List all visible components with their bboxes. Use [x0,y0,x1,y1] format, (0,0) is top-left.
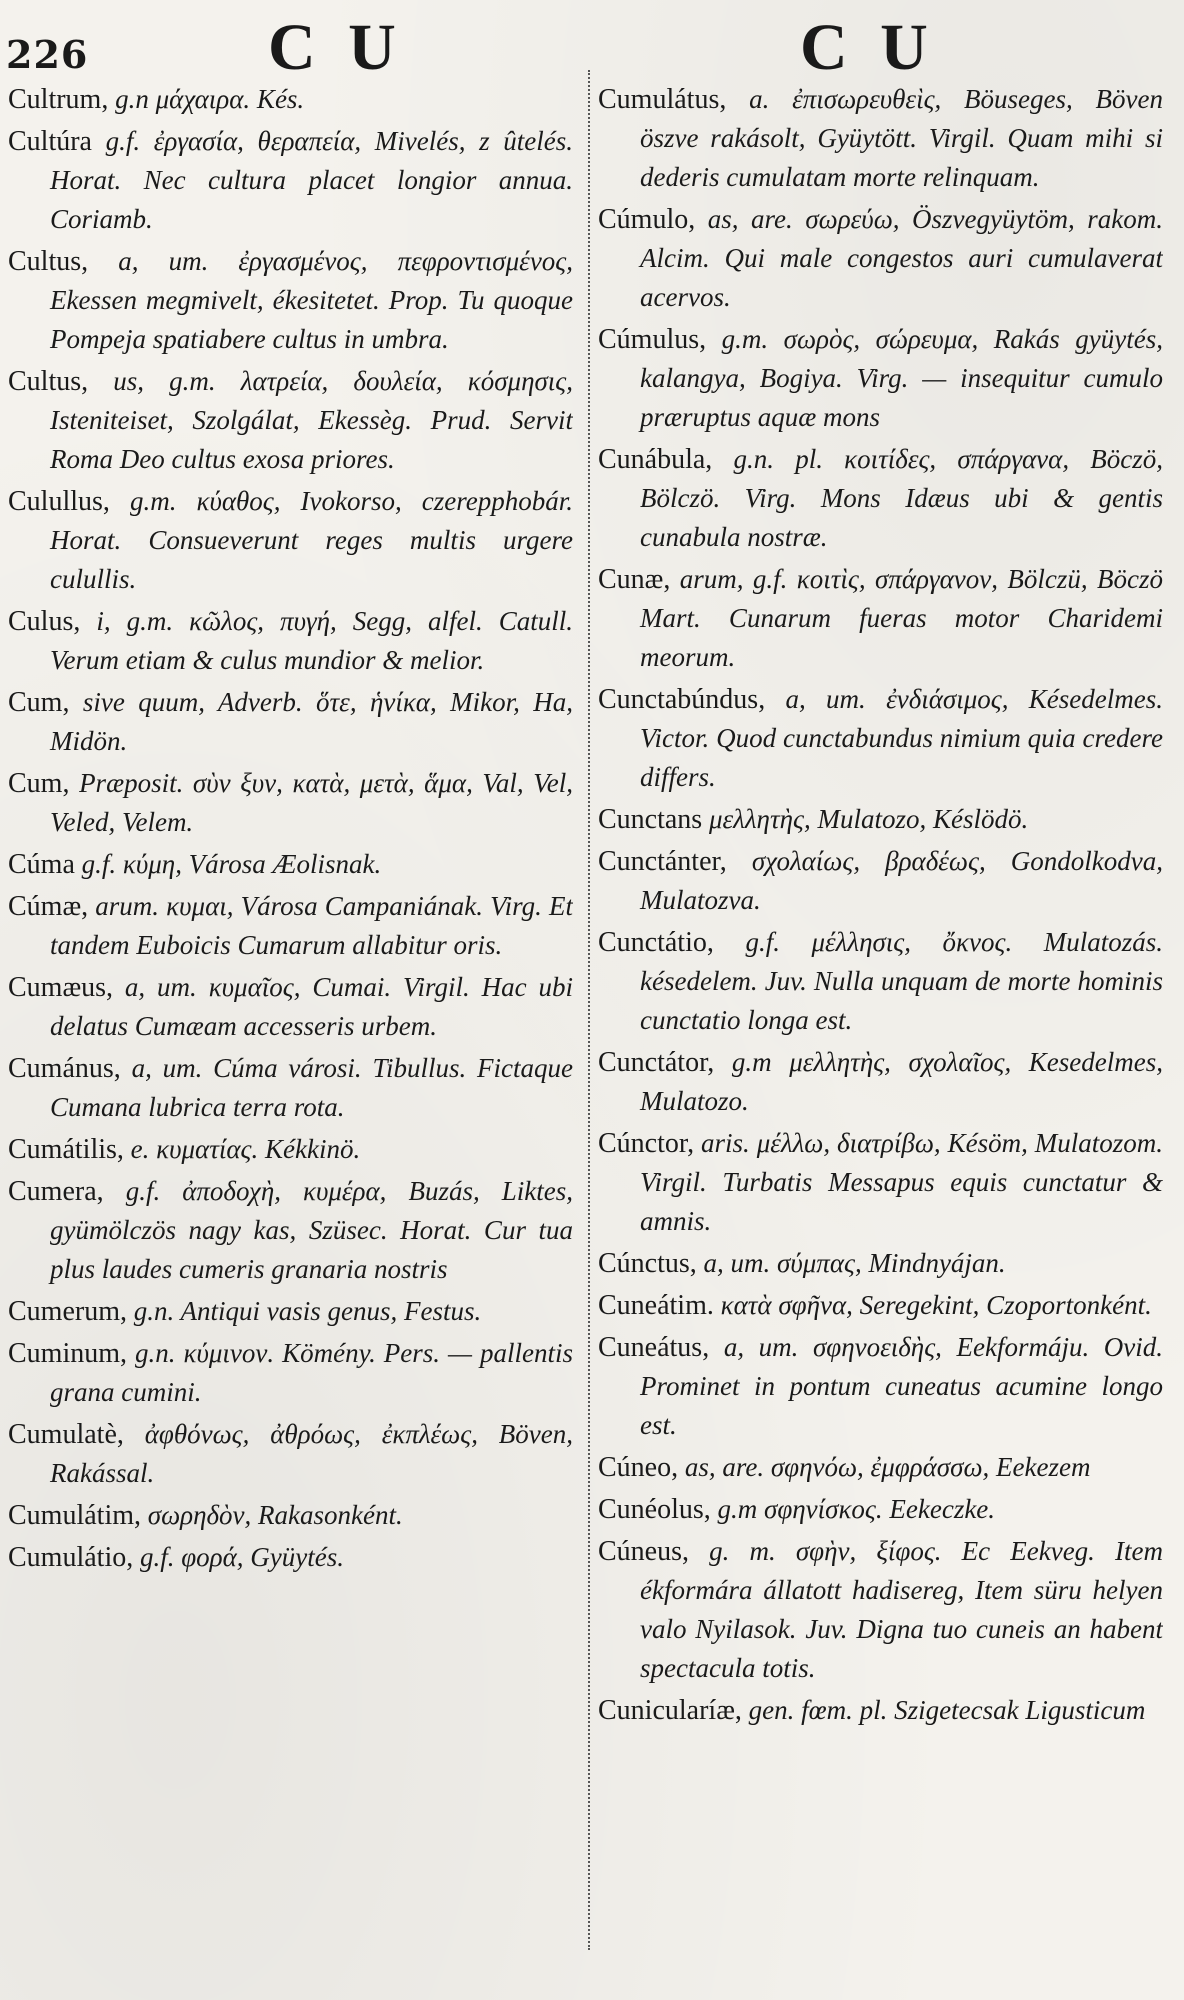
entry-headword: Cunctátor, [598,1047,715,1078]
entry-headword: Cumera, [8,1176,104,1207]
entry-headword: Cunicularíæ, [598,1695,742,1726]
dictionary-entry [8,845,573,884]
entry-definition: a, um. Cúma városi. Tibullus. Fictaque Cumana lubrica terra rota. [50,1053,573,1122]
dictionary-entry [8,602,573,680]
entry-headword: Cuminum, [8,1338,128,1369]
dictionary-entry [8,1415,573,1493]
entry-definition: a. ἐπισωρευθεὶς, Böuseges, Böven öszve rakásolt, Gyüytött. Virgil. Quam mihi si dederis cumulatam morte relinquam. [640,84,1163,192]
entry-definition: arum, g.f. κοιτὶς, σπάργανον, Bölczü, Böczö Mart. Cunarum fueras motor Charidemi meorum. [640,564,1163,672]
dictionary-entry [598,1328,1163,1445]
dictionary-entry [8,80,573,119]
column-divider [588,70,590,1950]
dictionary-entry [598,200,1163,317]
entry-headword: Cúma [8,849,75,880]
running-head-right: C U [800,11,936,84]
entry-definition: σχολαίως, βραδέως, Gondolkodva, Mulatozva. [640,846,1163,915]
entry-headword: Cum, [8,687,70,718]
entry-headword: Cultus, [8,366,89,397]
running-head-left: C U [268,11,404,84]
entry-headword: Cumulátio, [8,1542,134,1573]
entry-definition: a, um. σύμπας, Mindnyájan. [703,1248,1006,1278]
dictionary-entry [8,1292,573,1331]
entry-definition: arum. κυμαι, Városa Campaniának. Virg. Et tandem Euboicis Cumarum allabitur oris. [50,891,573,960]
dictionary-entry [598,1124,1163,1241]
entry-definition: g.n. Antiqui vasis genus, Festus. [133,1296,482,1326]
entry-definition: g.f. μέλλησις, ὄκνος. Mulatozás. késedelem. Juv. Nulla unquam de morte hominis cunctatio longa est. [640,927,1163,1035]
entry-headword: Cunábula, [598,444,713,475]
entry-headword: Cumulatè, [8,1419,124,1450]
entry-headword: Culus, [8,606,81,637]
entry-headword: Cúnctus, [598,1248,697,1279]
entry-definition: a, um. ἐνδιάσιμος, Késedelmes. Victor. Quod cunctabundus nimium quia credere differs. [640,684,1163,792]
dictionary-entry [8,1538,573,1577]
dictionary-entry [598,1532,1163,1688]
dictionary-entry [8,683,573,761]
dictionary-entry [8,242,573,359]
entry-definition: Præposit. σὺν ξυν, κατὰ, μετὰ, ἅμα, Val, Vel, Veled, Velem. [50,768,573,837]
dictionary-entry [8,1049,573,1127]
dictionary-entry [8,1172,573,1289]
entry-headword: Cúneus, [598,1536,689,1567]
entry-definition: g.m μελλητὴς, σχολαῖος, Kesedelmes, Mulatozo. [640,1047,1163,1116]
entry-definition: aris. μέλλω, διατρίβω, Késöm, Mulatozom. Virgil. Turbatis Messapus equis cunctatur & amnis. [640,1128,1163,1236]
entry-definition: i, g.m. κῶλος, πυγή, Segg, alfel. Catull. Verum etiam & culus mundior & melior. [50,606,573,675]
entry-definition: g.f. ἐργασία, θεραπεία, Mivelés, z ûtelés. Horat. Nec cultura placet longior annua. Coriamb. [50,126,573,234]
right-column [598,80,1163,1980]
entry-headword: Cunctátio, [598,927,714,958]
entry-definition: κατὰ σφῆνα, Seregekint, Czoportonként. [720,1290,1152,1320]
entry-definition: g.f. κύμη, Városa Æolisnak. [81,849,382,879]
entry-definition: g.f. φορά, Gyüytés. [139,1542,345,1572]
entry-headword: Cultúra [8,126,92,157]
entry-definition: a, um. κυμαῖος, Cumai. Virgil. Hac ubi delatus Cumæam accesseris urbem. [50,972,573,1041]
entry-definition: σωρηδὸν, Rakasonként. [147,1500,403,1530]
entry-definition: sive quum, Adverb. ὅτε, ἡνίκα, Mikor, Ha, Midön. [50,687,573,756]
entry-definition: g.m. σωρὸς, σώρευμα, Rakás gyüytés, kalangya, Bogiya. Virg. — insequitur cumulo præruptus aquæ mons [640,324,1163,432]
dictionary-entry [8,887,573,965]
entry-headword: Cultus, [8,246,89,277]
dictionary-entry [8,1334,573,1412]
entry-definition: gen. fœm. pl. Szigetecsak Ligusticum [748,1695,1146,1725]
dictionary-entry [8,362,573,479]
entry-headword: Cuneátim. [598,1290,714,1321]
dictionary-entry [598,80,1163,197]
entry-headword: Cunæ, [598,564,671,595]
dictionary-entry [598,1286,1163,1325]
entry-definition: g. m. σφὴν, ξίφος. Ec Eekveg. Item ékformára állatott hadisereg, Item süru helyen valo Nyilasok. Juv. Digna tuo cuneis an habent spectacula totis. [640,1536,1163,1683]
entry-headword: Cumerum, [8,1296,127,1327]
dictionary-entry [8,482,573,599]
dictionary-entry [8,122,573,239]
entry-definition: ἀφθόνως, ἀθρόως, ἐκπλέως, Böven, Rakással. [50,1419,573,1488]
entry-definition: g.n. pl. κοιτίδες, σπάργανα, Böczö, Bölczö. Virg. Mons Idæus ubi & gentis cunabula nostræ. [640,444,1163,552]
dictionary-entry [598,1244,1163,1283]
entry-headword: Cúmulo, [598,204,696,235]
dictionary-entry [8,1496,573,1535]
entry-headword: Cúmulus, [598,324,707,355]
dictionary-entry [598,842,1163,920]
dictionary-entry [598,923,1163,1040]
dictionary-entry [598,680,1163,797]
entry-headword: Culullus, [8,486,110,517]
dictionary-entry [8,1130,573,1169]
entry-headword: Cumæus, [8,972,114,1003]
left-column [8,80,573,1980]
entry-headword: Cunctánter, [598,846,727,877]
entry-definition: a, um. ἐργασμένος, πεφροντισμένος, Ekessen megmivelt, ékesitetet. Prop. Tu quoque Pompeja spatiabere cultus in umbra. [50,246,573,354]
entry-definition: a, um. σφηνοειδὴς, Eekformáju. Ovid. Prominet in pontum cuneatus acumine longo est. [640,1332,1163,1440]
entry-headword: Cunéolus, [598,1494,711,1525]
entry-headword: Cumátilis, [8,1134,124,1165]
entry-definition: e. κυματίας. Kékkinö. [130,1134,361,1164]
entry-definition: g.m. κύαθος, Ivokorso, czerepphobár. Horat. Consueverunt reges multis urgere culullis. [50,486,573,594]
dictionary-entry [598,320,1163,437]
entry-headword: Cúnctor, [598,1128,695,1159]
entry-definition: g.n. κύμινον. Kömény. Pers. — pallentis grana cumini. [50,1338,573,1407]
dictionary-entry [8,764,573,842]
dictionary-entry [598,1448,1163,1487]
entry-headword: Cúneo, [598,1452,679,1483]
dictionary-entry [598,1490,1163,1529]
entry-definition: as, are. σωρεύω, Öszvegyüytöm, rakom. Alcim. Qui male congestos auri cumulaverat acervos. [640,204,1163,312]
entry-headword: Cum, [8,768,70,799]
entry-headword: Cunctans [598,804,703,835]
dictionary-entry [8,968,573,1046]
entry-definition: us, g.m. λατρεία, δουλεία, κόσμησις, Isteniteiset, Szolgálat, Ekessèg. Prud. Servit Roma Deo cultus exosa priores. [50,366,573,474]
dictionary-entry [598,800,1163,839]
entry-headword: Cumánus, [8,1053,121,1084]
entry-headword: Cumulátus, [598,84,727,115]
entry-definition: μελλητὴς, Mulatozo, Késlödö. [708,804,1029,834]
entry-definition: g.f. ἀποδοχὴ, κυμέρα, Buzás, Liktes, gyümölczös nagy kas, Szüsec. Horat. Cur tua plus laudes cumeris granaria nostris [50,1176,573,1284]
dictionary-entry [598,1691,1163,1730]
entry-headword: Cultrum, [8,84,109,115]
dictionary-entry [598,560,1163,677]
entry-definition: g.m σφηνίσκος. Eekeczke. [717,1494,996,1524]
entry-headword: Cumulátim, [8,1500,141,1531]
entry-headword: Cunctabúndus, [598,684,766,715]
entry-definition: g.n μάχαιρα. Kés. [115,84,305,114]
entry-definition: as, are. σφηνόω, ἐμφράσσω, Eekezem [684,1452,1091,1482]
page-number: 226 [6,32,89,77]
entry-headword: Cúmæ, [8,891,89,922]
dictionary-entry [598,1043,1163,1121]
entry-headword: Cuneátus, [598,1332,710,1363]
dictionary-entry [598,440,1163,557]
